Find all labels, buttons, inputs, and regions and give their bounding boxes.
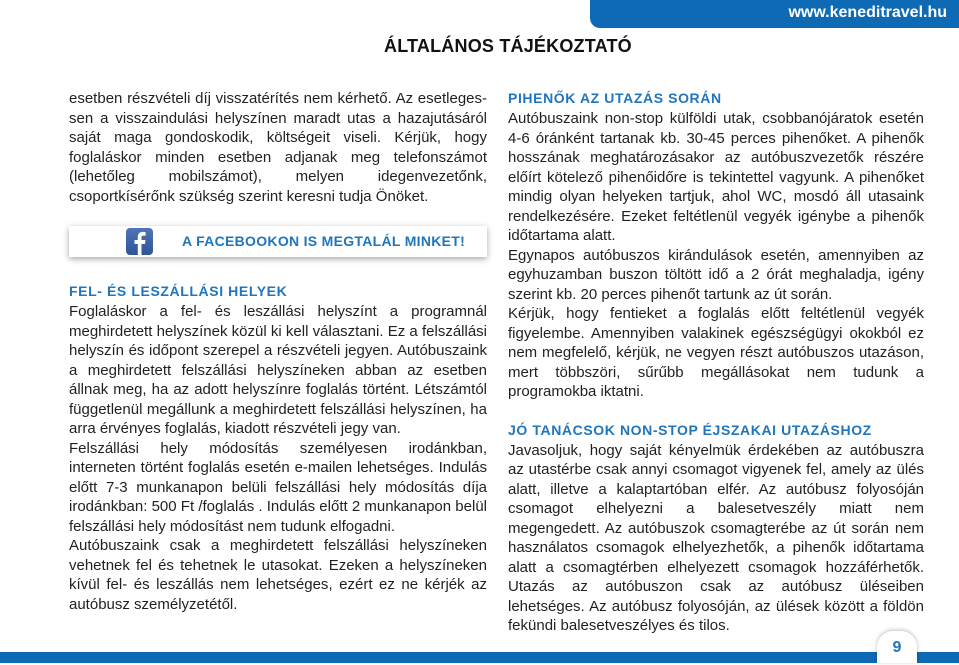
website-url[interactable]: www.keneditravel.hu [788, 4, 947, 21]
facebook-banner[interactable] [69, 226, 487, 257]
rest-stops-text-1: Autóbuszaink non-stop külföldi utak, csobbanójáratok esetén 4-6 óránként tartanak kb. 30-45 perces pihenőket. A pihenők hosszának meghatározásakor az autóbuszvezetők részére előírt kötelező pihenőidőre is tekintettel vagyunk. A pihenőket mindig olyan helyeken tartjuk, ahol WC, mosdó áll utasaink rendelkezésére. Ezeket feltétlenül vegyék igénybe a pihenők időtartama alatt. [508, 110, 924, 244]
intro-paragraph: esetben részvételi díj visszatérítés nem kérhető. Az esetleges-sen a visszaindulási helyszínen maradt utas a hazajutásáról saját maga gondoskodik, költségeit viseli. Kérjük, hogy foglaláskor minden esetben adjanak meg telefonszámot (lehetőleg mobilszámot), melyen idegenvezetőnk, csoportkísérőnk szükség szerint keresni tudja Önöket. [69, 90, 487, 205]
right-column [508, 89, 924, 636]
pickup-text-2: Felszállási hely módosítás személyesen irodánkban, interneten történt foglalás esetén e-mailen lehetséges. Indulás előtt 7-3 munkanapon belüli felszállási hely módosítás díja irodánkban: 500 Ft /foglalás . Indulás előtt 2 munkanapon belül felszállási hely módosítást nem tudunk elfogadni. [69, 439, 487, 535]
facebook-icon [126, 228, 153, 255]
rest-stops-text-2: Egynapos autóbuszos kirándulások esetén, amennyiben az egyhuzamban buszon töltött idő a 2 órát meghaladja, igény szerint kb. 20 perces pihenőt tartunk az út során. [508, 246, 924, 303]
pickup-heading: FEL- ÉS LESZÁLLÁSI HELYEK [69, 283, 288, 299]
header-bar [590, 0, 959, 28]
night-travel-text: Javasoljuk, hogy saját kényelmük érdekében az autóbuszra az utastérbe csak annyi csomagot vigyenek fel, amely az ülés alatt, illetve a kalaptartóban elfér. Az autóbusz folyosóján csomagot elhelyezni a balesetveszély miatt nem megengedett. Az autóbuszok csomagterébe az út során nem használatos csomagok elhelyezhetők, a pihenők időtartama alatt a csomagtérben elhelyezett csomagok hozzáférhetők. Utazás az autóbuszon csak az autóbusz üléseiben lehetséges. Az autóbusz folyosóján, az ülések között a földön fekündi balesetveszélyes és tilos. [508, 441, 924, 634]
left-column [69, 89, 487, 206]
night-travel-heading: JÓ TANÁCSOK NON-STOP ÉJSZAKAI UTAZÁSHOZ [508, 421, 872, 438]
rest-stops-heading: PIHENŐK AZ UTAZÁS SORÁN [508, 90, 722, 106]
footer-bar [0, 652, 959, 663]
page-title: ÁLTALÁNOS TÁJÉKOZTATÓ [384, 36, 632, 56]
rest-stops-text-3: Kérjük, hogy fentieket a foglalás előtt feltétlenül vegyék figyelembe. Amennyiben valakinek egészségügyi okokból ez nem megfelelő, kérjük, ne vegyen részt autóbuszos utazáson, mert többszöri, sűrűbb megállásokat nem tudunk a programokba iktatni. [508, 305, 924, 400]
page-number: 9 [877, 631, 917, 663]
facebook-label: A FACEBOOKON IS MEGTALÁL MINKET! [182, 233, 466, 249]
pickup-section [69, 282, 487, 614]
pickup-text-1: Foglaláskor a fel- és leszállási helyszínt a programnál meghirdetett helyszínek közül ki kell választani. Ez a felszállási helyszín és időpont szerepel a részvételi jegyen. Autóbuszaink a meghirdetett felszállási helyszíneken abban az esetben állnak meg, ha az adott helyszínre foglalás történt. Létszámtól függetlenül megállunk a meghirdetett felszállási helyszínen, ha arra érvényes foglalás, kiadott részvételi jegy van. [69, 303, 487, 437]
pickup-text-3: Autóbuszaink csak a meghirdetett felszállási helyszíneken vehetnek fel és tehetnek le utasokat. Ezeken a helyszíneken kívül fel- és leszállás nem lehetséges, ezért ez ne kérjék az autóbusz személyzetétől. [69, 537, 487, 613]
